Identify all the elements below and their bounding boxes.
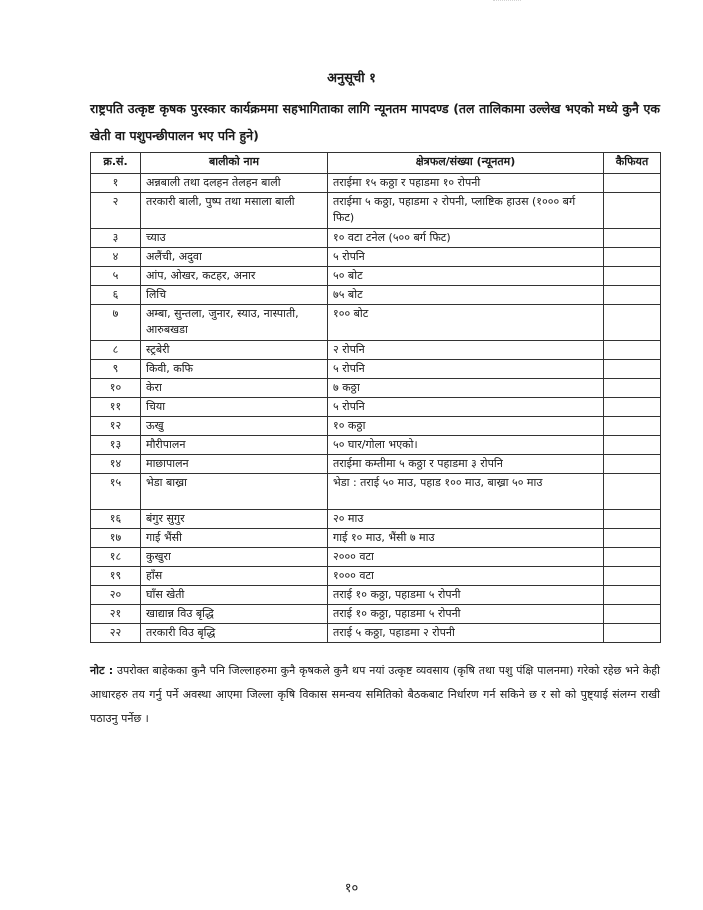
row-area-count: १० वटा टनेल (५०० बर्ग फिट) xyxy=(328,229,604,248)
row-remarks xyxy=(604,510,661,529)
table-row xyxy=(91,267,661,286)
row-crop-name: किवी, कफि xyxy=(141,360,328,379)
row-serial: १७ xyxy=(91,529,141,548)
row-remarks xyxy=(604,341,661,360)
table-row xyxy=(91,455,661,474)
row-area-count: तराई ५ कठ्ठा, पहाडमा २ रोपनी xyxy=(328,624,604,643)
row-crop-name: मौरीपालन xyxy=(141,436,328,455)
row-crop-name: बंगुर सुगुर xyxy=(141,510,328,529)
table-row xyxy=(91,474,661,510)
row-remarks xyxy=(604,474,661,510)
row-crop-name: अन्नबाली तथा दलहन तेलहन बाली xyxy=(141,174,328,193)
row-serial: ३ xyxy=(91,229,141,248)
row-serial: २ xyxy=(91,193,141,229)
row-serial: १६ xyxy=(91,510,141,529)
row-crop-name: गाई भैंसी xyxy=(141,529,328,548)
header-crop-name: बालीको नाम xyxy=(141,153,328,174)
row-serial: ६ xyxy=(91,286,141,305)
row-area-count: ७ कठ्ठा xyxy=(328,379,604,398)
row-area-count: २ रोपनि xyxy=(328,341,604,360)
header-serial: क्र.सं. xyxy=(91,153,141,174)
table-row xyxy=(91,341,661,360)
row-crop-name: लिचि xyxy=(141,286,328,305)
row-remarks xyxy=(604,529,661,548)
row-serial: १ xyxy=(91,174,141,193)
row-remarks xyxy=(604,286,661,305)
row-serial: १४ xyxy=(91,455,141,474)
header-area-count: क्षेत्रफल/संख्या (न्यूनतम) xyxy=(328,153,604,174)
row-crop-name: तरकारी विउ बृद्धि xyxy=(141,624,328,643)
header-remarks: कैफियत xyxy=(604,153,661,174)
row-crop-name: तरकारी बाली, पुष्प तथा मसाला बाली xyxy=(141,193,328,229)
row-remarks xyxy=(604,605,661,624)
table-row xyxy=(91,286,661,305)
row-crop-name: आंप, ओखर, कटहर, अनार xyxy=(141,267,328,286)
row-area-count: तराई १० कठ्ठा, पहाडमा ५ रोपनी xyxy=(328,586,604,605)
row-crop-name: घाँस खेती xyxy=(141,586,328,605)
row-area-count: २० माउ xyxy=(328,510,604,529)
row-remarks xyxy=(604,398,661,417)
note-paragraph xyxy=(90,659,660,731)
row-serial: ९ xyxy=(91,360,141,379)
table-row xyxy=(91,174,661,193)
row-crop-name: अम्बा, सुन्तला, जुनार, स्याउ, नास्पाती, आरुबखडा xyxy=(141,305,328,341)
row-remarks xyxy=(604,624,661,643)
table-row xyxy=(91,548,661,567)
page-number: १० xyxy=(344,881,359,896)
row-crop-name: केरा xyxy=(141,379,328,398)
row-serial: ११ xyxy=(91,398,141,417)
note-text: उपरोक्त बाहेकका कुनै पनि जिल्लाहरुमा कुनै कृषकले कुनै थप नयां उत्कृष्ट व्यवसाय (कृषि तथा पशु पंक्षि पालनमा) गरेको रहेछ भने केही आधारहरु तय गर्नु पर्ने अवस्था आएमा जिल्ला कृषि विकास समन्वय समितिको बैठकबाट निर्धारण गर्न सकिने छ र सो को पुष्ट्याई संलग्न राखी पठाउनु पर्नेछ । xyxy=(90,664,660,725)
row-remarks xyxy=(604,174,661,193)
row-crop-name: चिया xyxy=(141,398,328,417)
row-crop-name: ऊखु xyxy=(141,417,328,436)
row-remarks xyxy=(604,305,661,341)
row-serial: २० xyxy=(91,586,141,605)
row-area-count: तराई १० कठ्ठा, पहाडमा ५ रोपनी xyxy=(328,605,604,624)
row-serial: ५ xyxy=(91,267,141,286)
row-area-count: तराईमा १५ कठ्ठा र पहाडमा १० रोपनी xyxy=(328,174,604,193)
row-area-count: १० कठ्ठा xyxy=(328,417,604,436)
row-crop-name: च्याउ xyxy=(141,229,328,248)
row-area-count: ५० घार/गोला भएको। xyxy=(328,436,604,455)
row-remarks xyxy=(604,248,661,267)
row-crop-name: हाँस xyxy=(141,567,328,586)
table-row xyxy=(91,586,661,605)
table-row xyxy=(91,624,661,643)
row-serial: १५ xyxy=(91,474,141,510)
row-area-count: २००० वटा xyxy=(328,548,604,567)
row-serial: ४ xyxy=(91,248,141,267)
table-body xyxy=(91,174,661,643)
table-row xyxy=(91,360,661,379)
row-crop-name: अलैंची, अदुवा xyxy=(141,248,328,267)
table-row xyxy=(91,605,661,624)
row-remarks xyxy=(604,567,661,586)
note-label: नोट : xyxy=(90,664,114,677)
intro-paragraph: राष्ट्रपति उत्कृष्ट कृषक पुरस्कार कार्यक्रममा सहभागिताका लागि न्यूनतम मापदण्ड (तल तालिकामा उल्लेख भएको मध्ये कुनै एक खेती वा पशुपन्छीपालन भए पनि हुने) xyxy=(90,101,660,143)
table-row xyxy=(91,529,661,548)
row-area-count: भेडा : तराई ५० माउ, पहाड १०० माउ, बाख्रा ५० माउ xyxy=(328,474,604,510)
table-row xyxy=(91,229,661,248)
row-serial: १९ xyxy=(91,567,141,586)
row-area-count: तराईमा ५ कठ्ठा, पहाडमा २ रोपनी, प्लाष्टिक हाउस (१००० बर्ग फिट) xyxy=(328,193,604,229)
corner-stamp-mark xyxy=(493,0,521,11)
table-row xyxy=(91,567,661,586)
table-row xyxy=(91,398,661,417)
row-crop-name: स्ट्रबेरी xyxy=(141,341,328,360)
row-crop-name: खाद्यान्न विउ बृद्धि xyxy=(141,605,328,624)
row-remarks xyxy=(604,417,661,436)
row-serial: १३ xyxy=(91,436,141,455)
table-row xyxy=(91,417,661,436)
row-serial: १२ xyxy=(91,417,141,436)
row-serial: १० xyxy=(91,379,141,398)
row-remarks xyxy=(604,267,661,286)
row-remarks xyxy=(604,455,661,474)
table-row xyxy=(91,510,661,529)
row-area-count: तराईमा कम्तीमा ५ कठ्ठा र पहाडमा ३ रोपनि xyxy=(328,455,604,474)
row-area-count: १००० वटा xyxy=(328,567,604,586)
row-remarks xyxy=(604,379,661,398)
row-serial: १८ xyxy=(91,548,141,567)
row-crop-name: कुखुरा xyxy=(141,548,328,567)
row-remarks xyxy=(604,436,661,455)
row-area-count: ५ रोपनि xyxy=(328,248,604,267)
row-crop-name: माछापालन xyxy=(141,455,328,474)
row-area-count: ५० बोट xyxy=(328,267,604,286)
row-area-count: ५ रोपनि xyxy=(328,398,604,417)
row-area-count: ५ रोपनि xyxy=(328,360,604,379)
row-remarks xyxy=(604,229,661,248)
table-row xyxy=(91,379,661,398)
row-area-count: ७५ बोट xyxy=(328,286,604,305)
row-serial: २२ xyxy=(91,624,141,643)
row-remarks xyxy=(604,586,661,605)
criteria-table xyxy=(90,152,661,643)
row-area-count: गाई १० माउ, भैंसी ७ माउ xyxy=(328,529,604,548)
table-row xyxy=(91,248,661,267)
row-serial: ७ xyxy=(91,305,141,341)
table-row xyxy=(91,193,661,229)
table-header-row xyxy=(91,153,661,174)
table-row xyxy=(91,436,661,455)
row-remarks xyxy=(604,548,661,567)
row-crop-name: भेडा बाख्रा xyxy=(141,474,328,510)
row-serial: ८ xyxy=(91,341,141,360)
row-remarks xyxy=(604,193,661,229)
row-area-count: १०० बोट xyxy=(328,305,604,341)
page-title: अनुसूची १ xyxy=(327,71,376,86)
row-serial: २१ xyxy=(91,605,141,624)
table-row xyxy=(91,305,661,341)
row-remarks xyxy=(604,360,661,379)
